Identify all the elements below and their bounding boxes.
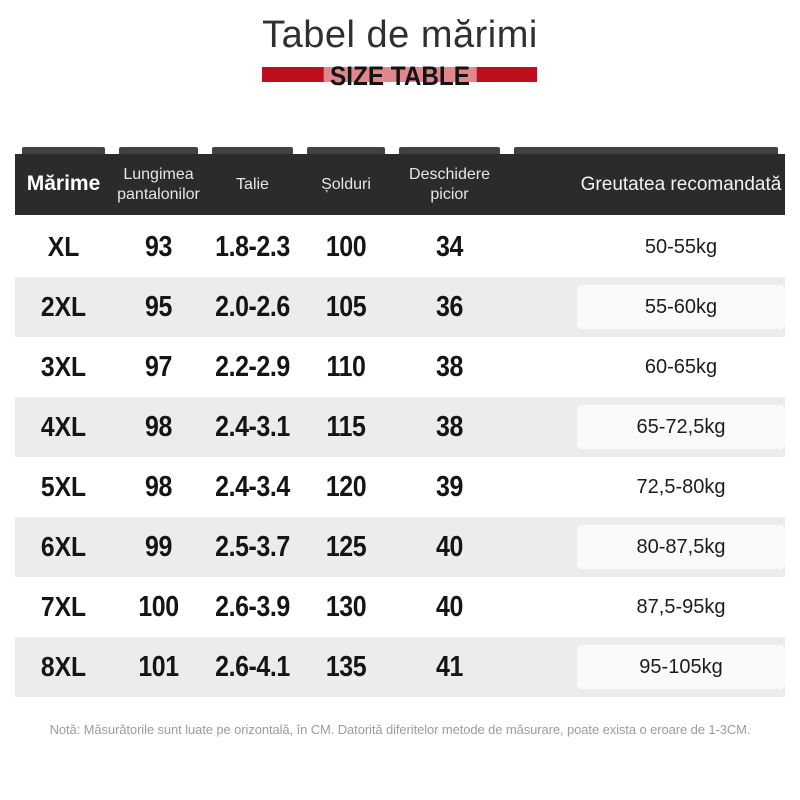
column-header-leg-opening: Deschidere picior: [409, 165, 490, 203]
cell-leg-opening: 40: [436, 530, 463, 563]
cell-length: 100: [138, 590, 179, 623]
cell-length: 97: [145, 350, 172, 383]
cell-length: 95: [145, 290, 172, 323]
cell-weight: [507, 225, 785, 269]
table-row: [15, 637, 785, 697]
cell-waist: 2.5-3.7: [215, 530, 290, 563]
cell-waist: 2.6-3.9: [215, 590, 290, 623]
cell-hips: 105: [325, 290, 367, 323]
cell-waist: 2.2-2.9: [215, 350, 290, 383]
cell-size: 5XL: [40, 471, 87, 502]
header-tab: [307, 147, 385, 154]
table-row: [15, 577, 785, 637]
cell-hips: 120: [325, 470, 367, 503]
weight-value: 72,5-80kg: [577, 465, 785, 509]
header-tabs: [15, 147, 785, 154]
table-row: [15, 397, 785, 457]
cell-waist: 2.6-4.1: [215, 650, 290, 683]
cell-weight: [507, 285, 785, 329]
table-body: [15, 217, 785, 697]
weight-value: 55-60kg: [577, 285, 785, 329]
cell-size: XL: [47, 231, 80, 262]
cell-leg-opening: 38: [436, 410, 463, 443]
cell-hips: 135: [325, 650, 367, 683]
cell-leg-opening: 41: [436, 650, 463, 683]
cell-leg-opening: 36: [436, 290, 463, 323]
cell-waist: 1.8-2.3: [215, 230, 290, 263]
column-header-size: Mărime: [26, 172, 101, 196]
cell-waist: 2.4-3.1: [215, 410, 290, 443]
cell-size: 2XL: [40, 291, 87, 322]
column-header-waist: Talie: [236, 175, 269, 193]
weight-value: 80-87,5kg: [577, 525, 785, 569]
cell-hips: 110: [326, 350, 366, 383]
table-row: [15, 457, 785, 517]
cell-hips: 130: [325, 590, 367, 623]
cell-size: 4XL: [40, 411, 87, 442]
page-title: Tabel de mărimi: [262, 14, 538, 56]
cell-leg-opening: 34: [436, 230, 463, 263]
column-header-length: Lungimea pantalonilor: [117, 165, 200, 203]
weight-value: 95-105kg: [577, 645, 785, 689]
cell-leg-opening: 39: [436, 470, 463, 503]
table-header-row: [15, 154, 785, 215]
cell-hips: 125: [325, 530, 367, 563]
header-tab: [514, 147, 778, 154]
weight-value: 60-65kg: [577, 345, 785, 389]
cell-hips: 100: [325, 230, 367, 263]
footnote: Notă: Măsurătorile sunt luate pe orizontală, în CM. Datorită diferitelor metode de măsurare, poate exista o eroare de 1-3CM.: [49, 722, 751, 737]
cell-length: 98: [145, 410, 172, 443]
table-row: [15, 337, 785, 397]
cell-waist: 2.0-2.6: [215, 290, 290, 323]
table-row: [15, 277, 785, 337]
cell-length: 93: [145, 230, 172, 263]
header-tab: [119, 147, 198, 154]
cell-size: 7XL: [40, 591, 87, 622]
cell-length: 99: [145, 530, 172, 563]
cell-leg-opening: 38: [436, 350, 463, 383]
cell-weight: [507, 345, 785, 389]
header-tab: [22, 147, 105, 154]
cell-size: 3XL: [40, 351, 87, 382]
cell-size: 8XL: [40, 651, 87, 682]
weight-value: 50-55kg: [577, 225, 785, 269]
cell-size: 6XL: [40, 531, 87, 562]
cell-weight: [507, 405, 785, 449]
cell-length: 101: [138, 650, 179, 683]
size-table: [15, 147, 785, 697]
cell-length: 98: [145, 470, 172, 503]
cell-weight: [507, 585, 785, 629]
column-header-weight: Greutatea recomandată: [580, 173, 782, 195]
cell-weight: [507, 525, 785, 569]
cell-weight: [507, 465, 785, 509]
weight-value: 65-72,5kg: [577, 405, 785, 449]
header-tab: [212, 147, 293, 154]
cell-waist: 2.4-3.4: [215, 470, 290, 503]
weight-value: 87,5-95kg: [577, 585, 785, 629]
table-row: [15, 517, 785, 577]
banner-label: SIZE TABLE: [323, 63, 476, 90]
size-table-banner: [262, 61, 537, 91]
cell-leg-opening: 40: [436, 590, 463, 623]
header-tab: [399, 147, 500, 154]
column-header-hips: Șolduri: [321, 175, 371, 193]
cell-hips: 115: [326, 410, 366, 443]
cell-weight: [507, 645, 785, 689]
table-row: [15, 217, 785, 277]
